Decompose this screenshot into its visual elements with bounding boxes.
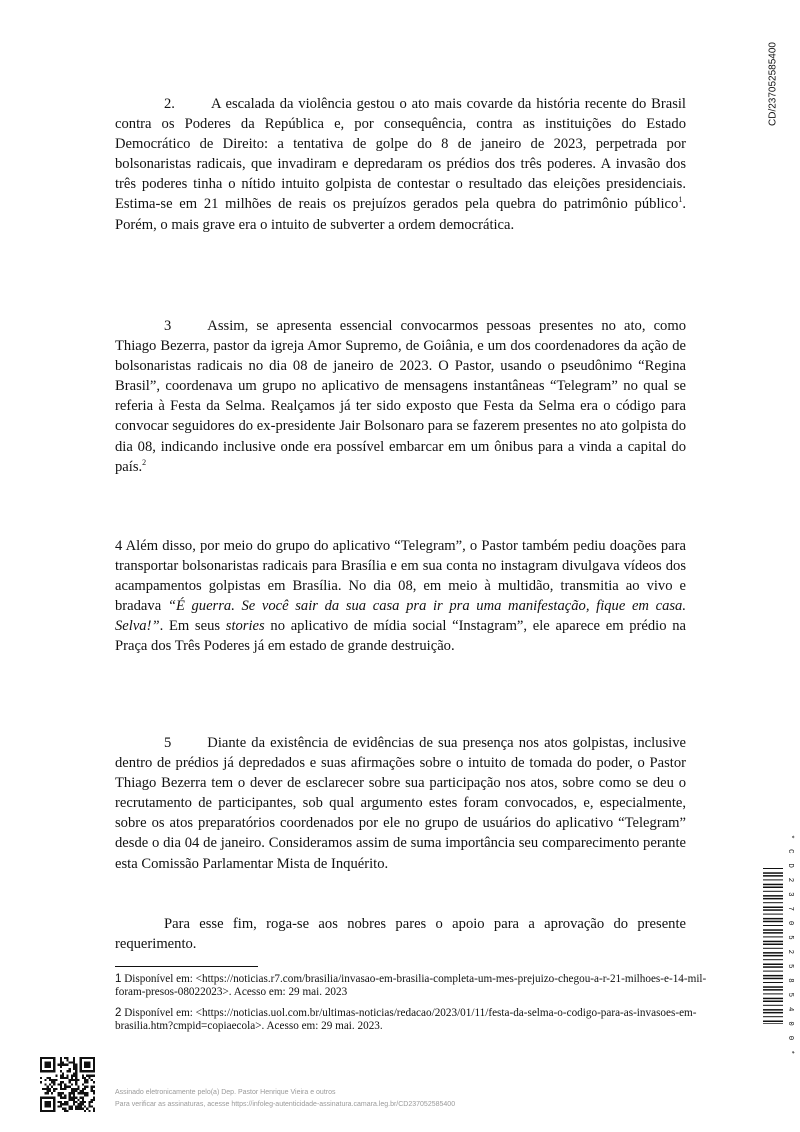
paragraph-number: 2.	[164, 96, 175, 112]
document-code-text: CD/237052585400	[767, 42, 779, 126]
footnote-ref-1: 1	[678, 195, 683, 205]
footnote-divider	[115, 966, 258, 967]
document-code-vertical	[766, 28, 780, 140]
paragraph-4: 4 Além disso, por meio do grupo do aplicativo “Telegram”, o Pastor também pediu doações para transportar bolsonaristas radicais para Brasília e em sua conta no instagram divulgava vídeos dos acampamentos golpistas em Brasília. No dia 08, em meio à multidão, transmitia ao vivo e bradava “É guerra. Se você sair da sua casa pra ir pra uma manifestação, fique em casa. Selva!”. Em seus stories no aplicativo de mídia social “Instagram”, ele aparece em prédio na Praça dos Três Poderes já em estado de grande destruição.	[115, 538, 687, 655]
paragraph-2: 2. A escalada da violência gestou o ato mais covarde da história recente do Brasil contra os Poderes da República e, por consequência, contra as instituições do Estado Democrático de Direito: a tentativa de golpe do 8 de janeiro de 2023, perpetrada por bolsonaristas radicais, que invadiram e depredaram os prédios dos três poderes. A invasão dos três poderes tinha o nítido intuito golpista de contestar o resultado das eleições presidenciais. Estima-se em 21 milhões de reais os prejuízos gerados pela quebra do patrimônio público$^1$. Porém, o mais grave era o intuito de subverter a ordem democrática.	[115, 96, 686, 233]
stories-term: stories	[225, 618, 265, 635]
footnote-ref-2: 2	[142, 457, 147, 467]
barcode-caption: * C D 2 3 7 0 5 2 5 8 5 4 0 0 *	[786, 834, 794, 1058]
signature-verify-line[interactable]: Para verificar as assinaturas, acesse https://infoleg-autenticidade-assinatura.camara.leg.br/CD237052585400	[115, 1101, 456, 1108]
paragraph-number: 5	[164, 735, 172, 751]
paragraph-3: 3 Assim, se apresenta essencial convocarmos pessoas presentes no ato, como Thiago Bezerra, pastor da igreja Amor Supremo, de Goiânia, e um dos coordenadores da ação de bolsonaristas radicais no dia 08 de janeiro de 2023. O Pastor, usando o pseudônimo “Regina Brasil”, coordenava um grupo no aplicativo de mensagens instantâneas “Telegram” no qual se referia à Festa da Selma. Realçamos já ter sido exposto que Festa da Selma era o código para convocar seguidores do ex-presidente Jair Bolsonaro para se fazerem presentes no ato golpista do dia 08, indicando inclusive onde era possível embarcar em um ônibus para a vinda a capital do país.$^2$	[115, 318, 686, 475]
footnote-number: 1	[115, 973, 122, 985]
paragraph-5: 5 Diante da existência de evidências de sua presença nos atos golpistas, inclusive dentro de prédios já depredados e suas afirmações sobre o intuito de tomada do poder, o Pastor Thiago Bezerra tem o dever de esclarecer sobre sua participação nos atos, sobre como se deu o recrutamento de participantes, sob qual argumento estes foram convocados, e, especialmente, sobre os atos preparatórios coordenados por ele no grupo de usuários do aplicativo “Telegram” desde o dia 04 de janeiro. Consideramos assim de suma importância seu comparecimento perante esta Comissão Parlamentar Mista de Inquérito.	[115, 735, 686, 872]
footnote-1: 1 Disponível em: <https://noticias.r7.com/brasilia/invasao-em-brasilia-completa-um-mes-prejuizo-chegou-a-r-21-milhoes-e-14-mil-foram-presos-08022023>. Acesso em: 29 mai. 2023	[115, 973, 707, 998]
paragraph-number: 3	[164, 318, 172, 334]
footnote-2: 2 Disponível em: <https://noticias.uol.com.br/ultimas-noticias/redacao/2023/01/11/festa-da-selma-o-codigo-para-as-invasoes-em-brasilia.htm?cmpid=copiaecola>. Acesso em: 29 mai. 2023.	[115, 1007, 697, 1032]
closing-paragraph: Para esse fim, roga-se aos nobres pares o apoio para a aprovação do presente requerimento.	[115, 916, 686, 953]
barcode	[763, 868, 783, 1024]
qr-code[interactable]	[40, 1057, 95, 1112]
quote: “É guerra. Se você sair da sua casa pra ir pra uma manifestação, fique em casa. Selva!”	[115, 598, 686, 635]
signature-line-1: Assinado eletronicamente pelo(a) Dep. Pastor Henrique Vieira e outros	[115, 1089, 336, 1096]
footnote-number: 2	[115, 1007, 122, 1019]
